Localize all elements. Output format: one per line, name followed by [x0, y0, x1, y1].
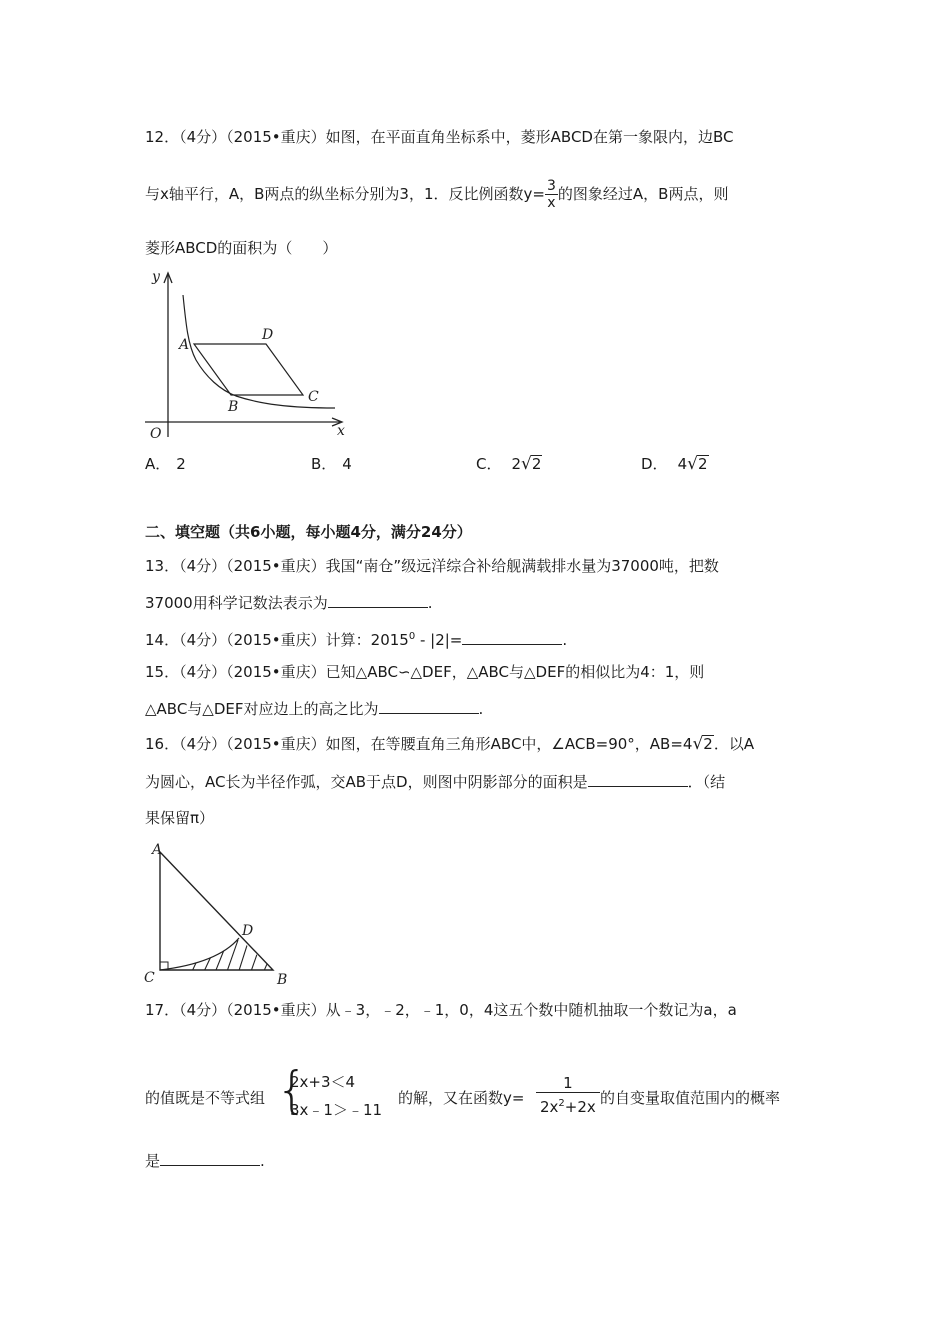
- q16-line2: [145, 772, 725, 792]
- q13-period: .: [427, 594, 433, 612]
- q17-line3: [145, 1151, 265, 1171]
- brace-icon: {: [276, 1061, 308, 1119]
- q12-fraction: [545, 178, 558, 211]
- q12-line2-start: 与x轴平行，A，B两点的纵坐标分别为3，1．反比例函数y=: [145, 185, 545, 203]
- q17-function-fraction: [536, 1074, 600, 1116]
- q12-frac-denominator: x: [547, 195, 556, 211]
- fig16-label-b: B: [277, 972, 288, 988]
- q12-option-c: [476, 453, 542, 474]
- q12-frac-numerator: 3: [546, 178, 556, 194]
- q17-line1: 17．（4分）（2015•重庆）从﹣3，﹣2，﹣1，0，4这五个数中随机抽取一个数记为a，a: [145, 1001, 737, 1019]
- fig16-label-c: C: [144, 970, 155, 986]
- section-2-title: 二、填空题（共6小题，每小题4分，满分24分）: [145, 523, 472, 541]
- inequality-1: 2x+3＜4: [290, 1073, 356, 1091]
- fig12-label-a: A: [179, 337, 190, 353]
- q17-answer-blank[interactable]: [160, 1151, 260, 1166]
- triangle-abc: [160, 852, 273, 970]
- arc-cd: [160, 938, 239, 970]
- fig12-label-x: x: [337, 423, 345, 439]
- q12-line1: 12．（4分）（2015•重庆）如图，在平面直角坐标系中，菱形ABCD在第一象限内，边BC: [145, 128, 734, 146]
- q16-answer-blank[interactable]: [588, 772, 688, 787]
- q16-line2-end: ．（结: [687, 773, 726, 791]
- q14-line: [145, 627, 567, 650]
- q16-line3: 果保留π）: [145, 809, 215, 827]
- q16-figure: [138, 840, 298, 990]
- option-c-coef: 2: [511, 455, 522, 473]
- q17-line3-text: 是: [145, 1152, 161, 1170]
- option-d-coef: 4: [677, 455, 688, 473]
- q16-radicand: 2: [703, 735, 713, 753]
- q12-option-d: [641, 453, 709, 474]
- q12-option-b: [311, 453, 352, 474]
- sqrt-icon: √: [521, 454, 532, 474]
- q12-line2: [145, 178, 728, 211]
- q17-line2-mid: 的解，又在函数y=: [398, 1089, 525, 1107]
- q14-text-end: - |2|=: [415, 631, 463, 649]
- q12-figure: [140, 265, 355, 445]
- q15-answer-blank[interactable]: [379, 699, 479, 714]
- q13-answer-blank[interactable]: [328, 593, 428, 608]
- fn-den-part1: 2x: [540, 1098, 559, 1116]
- fn-den-part2: +2x: [564, 1098, 596, 1116]
- q16-line2-start: 为圆心，AC长为半径作弧，交AB于点D，则图中阴影部分的面积是: [145, 773, 588, 791]
- option-d-radicand: 2: [697, 455, 708, 473]
- option-b-label: B．: [311, 455, 337, 473]
- fig12-label-d: D: [262, 327, 274, 343]
- q16-line1-start: 16．（4分）（2015•重庆）如图，在等腰直角三角形ABC中，∠ACB=90°，AB=4: [145, 735, 693, 753]
- q16-line1-end: ．以A: [713, 735, 755, 753]
- q17-line2-start: 的值既是不等式组: [145, 1089, 266, 1107]
- option-a-label: A．: [145, 455, 171, 473]
- q14-answer-blank[interactable]: [462, 630, 562, 645]
- q17-period: .: [260, 1152, 265, 1170]
- fn-numerator: 1: [536, 1074, 600, 1093]
- q14-period: .: [562, 631, 568, 649]
- sqrt-icon: √: [692, 734, 704, 754]
- q12-option-a: [145, 453, 186, 474]
- q13-line2: [145, 593, 433, 613]
- q17-line2-end: 的自变量取值范围内的概率: [600, 1089, 781, 1107]
- fn-denominator: [536, 1093, 600, 1116]
- q16-line1: [145, 734, 754, 754]
- option-c-radicand: 2: [531, 455, 542, 473]
- q13-line1: 13．（4分）（2015•重庆）我国“南仓”级远洋综合补给舰满载排水量为37000吨，把数: [145, 557, 719, 575]
- q12-line3: 菱形ABCD的面积为（ ）: [145, 239, 338, 257]
- q14-text-start: 14．（4分）（2015•重庆）计算：2015: [145, 631, 409, 649]
- q12-line2-end: 的图象经过A，B两点，则: [557, 185, 729, 203]
- option-a-value: 2: [176, 455, 186, 473]
- option-c-label: C．: [476, 455, 502, 473]
- q15-line1: 15．（4分）（2015•重庆）已知△ABC∽△DEF，△ABC与△DEF的相似比为4：1，则: [145, 663, 705, 681]
- fig12-label-b: B: [228, 399, 239, 415]
- fig12-label-o: O: [150, 426, 162, 442]
- fig16-label-a: A: [152, 842, 163, 858]
- q15-period: .: [478, 700, 484, 718]
- q13-line2-text: 37000用科学记数法表示为: [145, 594, 328, 612]
- q15-line2-text: △ABC与△DEF对应边上的高之比为: [145, 700, 379, 718]
- fig12-label-c: C: [308, 389, 319, 405]
- inequality-2: 3x﹣1＞﹣11: [290, 1101, 383, 1119]
- q14-exponent: 0: [408, 631, 416, 642]
- fig16-label-d: D: [242, 923, 254, 939]
- q15-line2: [145, 699, 483, 719]
- fig12-label-y: y: [152, 269, 160, 285]
- option-b-value: 4: [342, 455, 352, 473]
- sqrt-icon: √: [687, 454, 698, 474]
- fn-den-exponent: 2: [558, 1098, 565, 1109]
- option-d-label: D．: [641, 455, 668, 473]
- rhombus-abcd: [194, 344, 303, 395]
